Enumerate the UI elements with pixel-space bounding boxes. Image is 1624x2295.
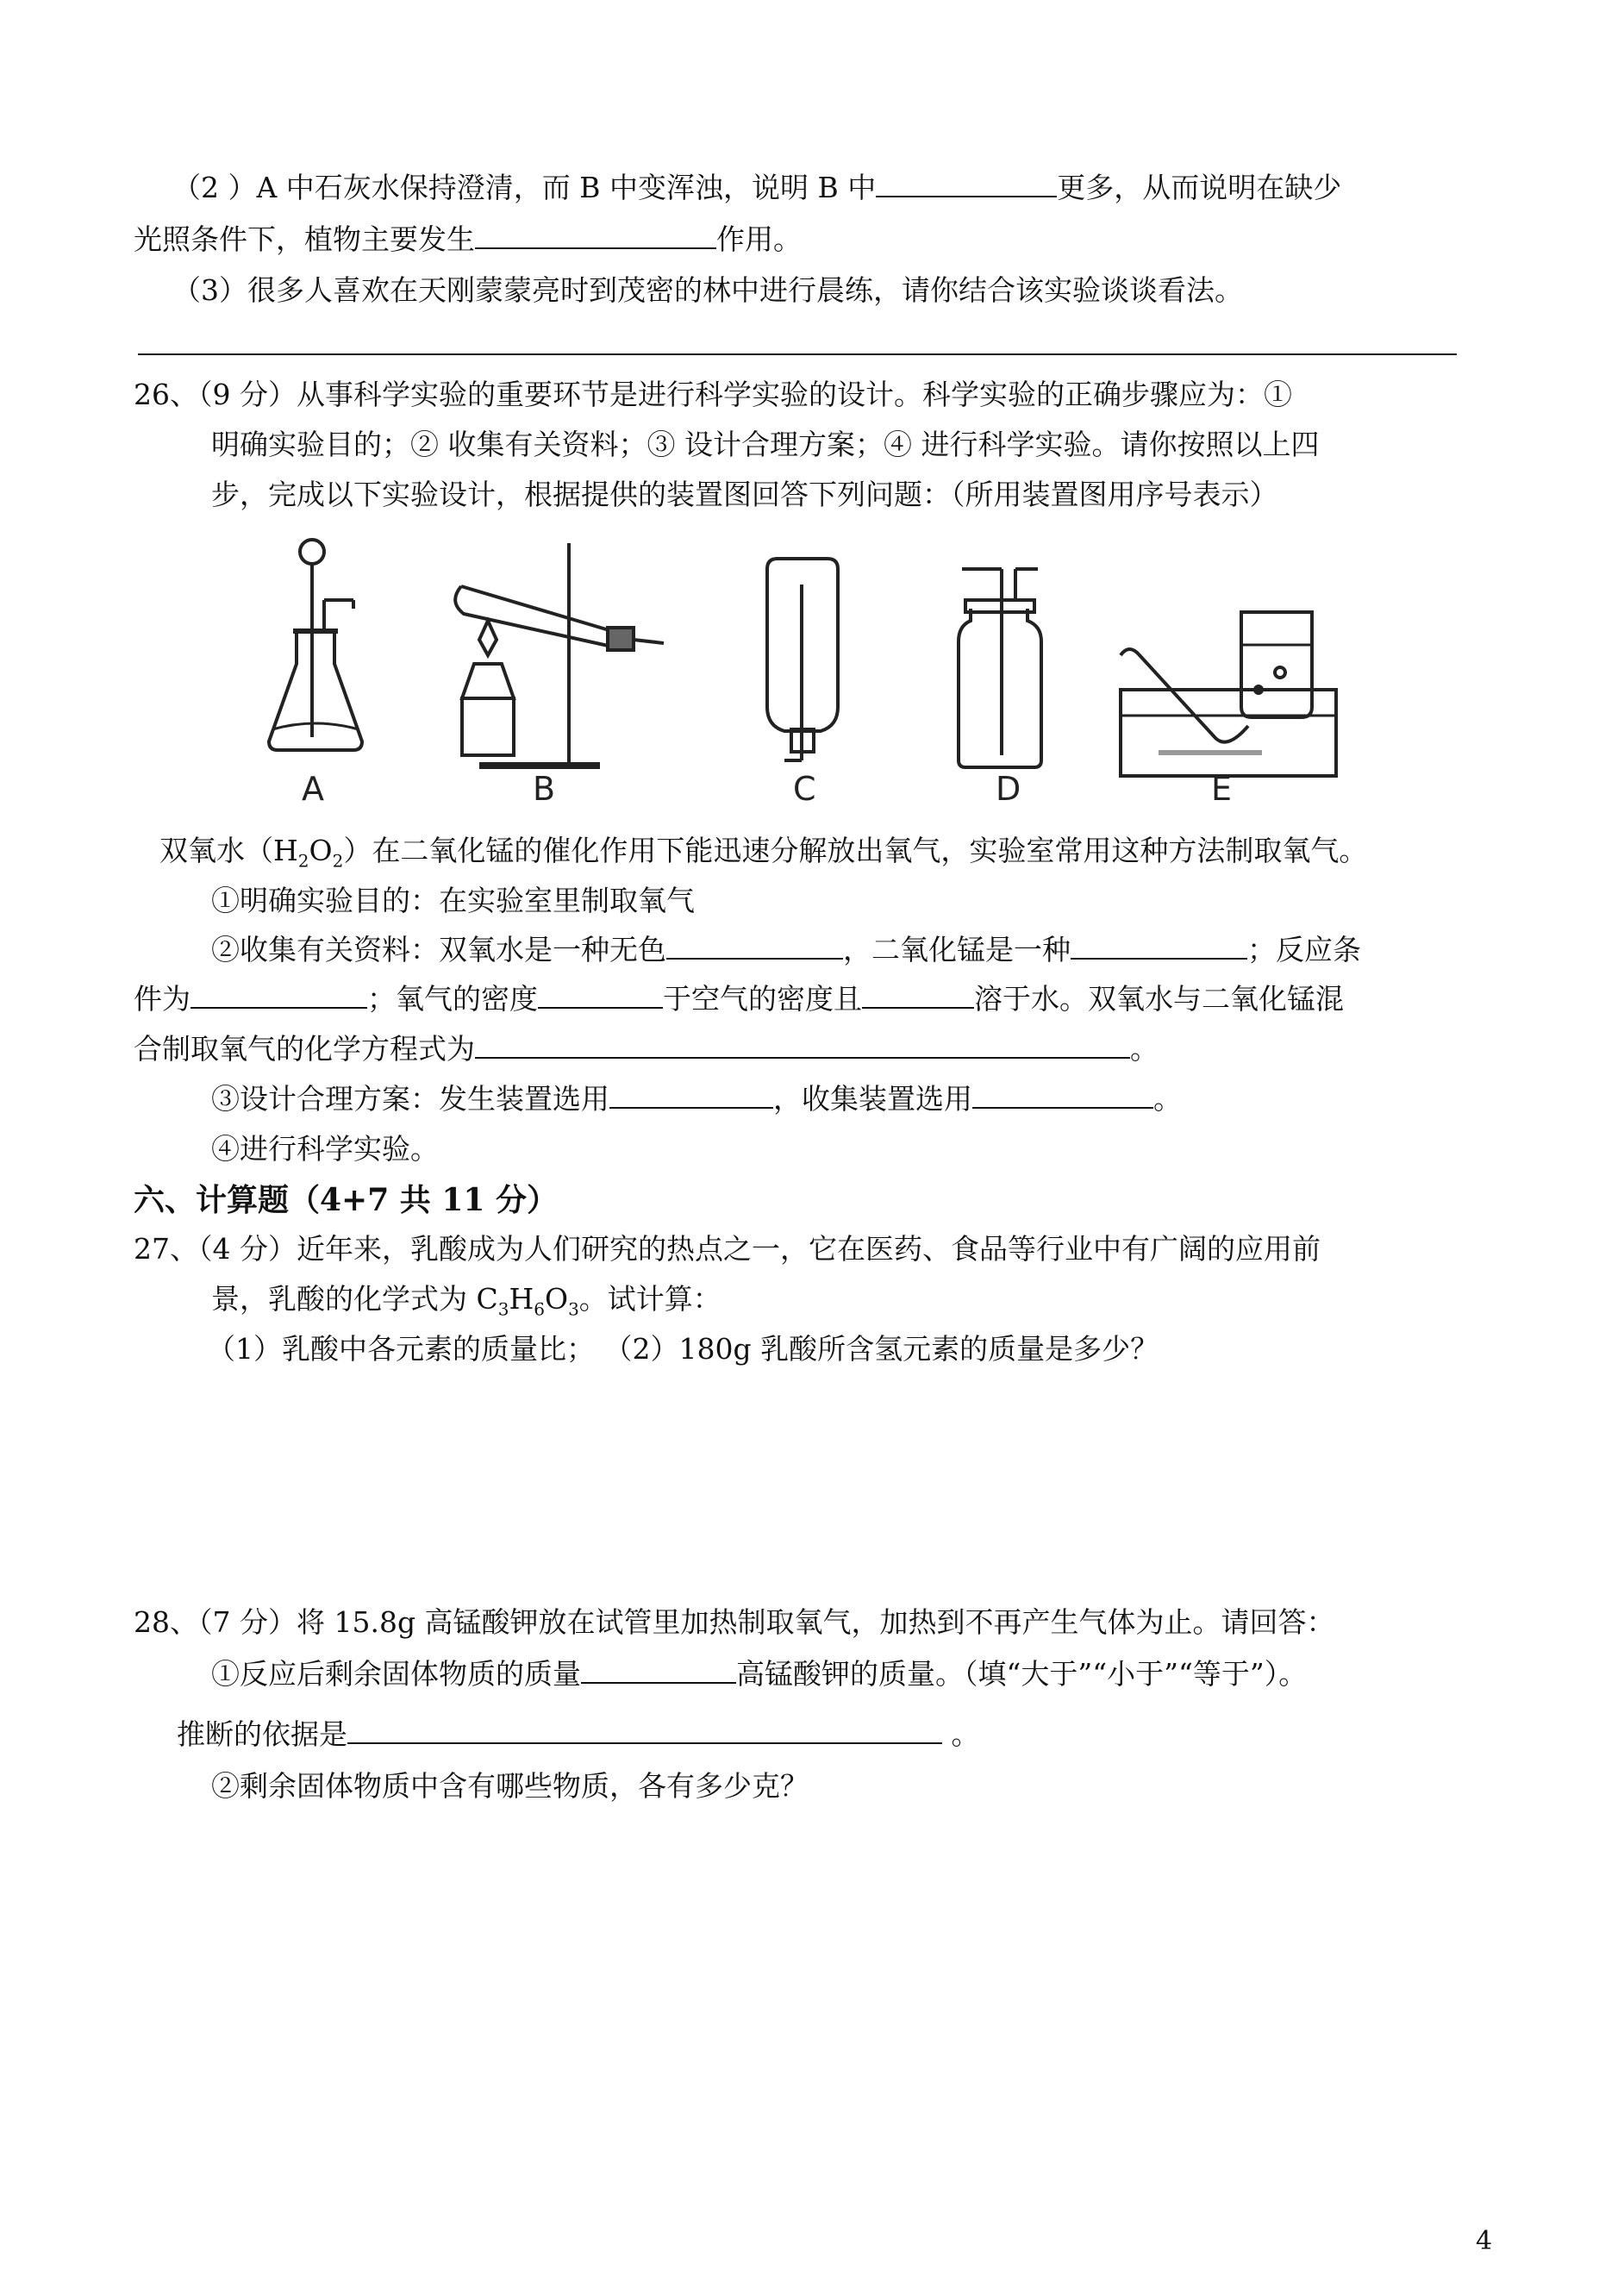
apparatus-c-inverted-bottle xyxy=(767,559,838,760)
answer-blank[interactable] xyxy=(538,981,663,1009)
page-number: 4 xyxy=(1476,2226,1493,2256)
q26-intro-line1: 26、（9 分）从事科学实验的重要环节是进行科学实验的设计。科学实验的正确步骤应为：① xyxy=(134,378,1292,411)
answer-blank[interactable] xyxy=(581,1656,736,1684)
q27-line1: 27、（4 分）近年来，乳酸成为人们研究的热点之一，它在医药、食品等行业中有广阔的应用前 xyxy=(134,1232,1321,1266)
apparatus-figure xyxy=(259,535,1534,810)
label-a: A xyxy=(302,770,324,808)
answer-blank[interactable] xyxy=(666,932,843,960)
label-d: D xyxy=(996,770,1021,808)
apparatus-b-heating xyxy=(455,543,664,766)
q26-intro-line3: 步，完成以下实验设计，根据提供的装置图回答下列问题：（所用装置图用序号表示） xyxy=(211,478,1278,511)
q28-line1: 28、（7 分）将 15.8g 高锰酸钾放在试管里加热制取氧气，加热到不再产生气体为止。请回答： xyxy=(134,1605,1335,1639)
answer-blank[interactable] xyxy=(475,222,716,249)
q27-line3: （1）乳酸中各元素的质量比； （2）180g 乳酸所含氢元素的质量是多少？ xyxy=(207,1332,1159,1366)
q26-intro-line2: 明确实验目的；② 收集有关资料；③ 设计合理方案；④ 进行科学实验。请你按照以上四 xyxy=(211,428,1320,461)
label-b: B xyxy=(533,770,556,808)
apparatus-d-bottle xyxy=(959,569,1041,767)
answer-blank[interactable] xyxy=(972,1081,1153,1109)
answer-blank[interactable] xyxy=(609,1081,773,1109)
section-6-heading: 六、计算题（4+7 共 11 分） xyxy=(134,1182,558,1218)
q28-line2: ①反应后剩余固体物质的质量 高锰酸钾的质量。（填“大于”“小于”“等于”）。 xyxy=(211,1657,1308,1691)
q28-line4: ②剩余固体物质中含有哪些物质，各有多少克？ xyxy=(211,1769,809,1803)
h2o2-description: 双氧水$(H_2O_2)$在二氧化锰的催化作用下能迅速分解放出氧气，实验室常用这种方法制取氧气。 xyxy=(159,834,1368,872)
step-3: ③设计合理方案：发生装置选用 ，收集装置选用 。 xyxy=(211,1082,1182,1116)
step-4: ④进行科学实验。 xyxy=(211,1132,439,1166)
answer-blank[interactable] xyxy=(191,981,367,1009)
answer-blank[interactable] xyxy=(1071,932,1247,960)
step-2-line2: 件为 ；氧气的密度 于空气的密度且 溶于水。双氧水与二氧化锰混 xyxy=(134,982,1344,1016)
equation-blank[interactable] xyxy=(475,1031,1130,1059)
q28-line3: 推断的依据是 。 xyxy=(177,1717,980,1751)
label-e: E xyxy=(1211,770,1233,808)
step-2-line3: 合制取氧气的化学方程式为 。 xyxy=(134,1032,1159,1066)
q25-part3: （3）很多人喜欢在天刚蒙蒙亮时到茂密的林中进行晨练，请你结合该实验谈谈看法。 xyxy=(172,273,1243,307)
answer-blank[interactable] xyxy=(876,170,1057,197)
step-2-line1: ②收集有关资料：双氧水是一种无色 ，二氧化锰是一种 ；反应条 xyxy=(211,933,1361,966)
label-c: C xyxy=(793,770,816,808)
apparatus-a-flask xyxy=(269,540,362,750)
answer-blank[interactable] xyxy=(347,1717,942,1744)
q25-part2-line1: （2 ）A 中石灰水保持澄清，而 B 中变浑浊，说明 B 中 更多，从而说明在缺少 xyxy=(172,171,1342,204)
answer-blank[interactable] xyxy=(862,981,974,1009)
apparatus-e-water-trough xyxy=(1121,612,1336,776)
step-1: ①明确实验目的：在实验室里制取氧气 xyxy=(211,884,695,917)
answer-line[interactable] xyxy=(138,353,1457,355)
q25-part2-line2: 光照条件下，植物主要发生 作用。 xyxy=(134,222,802,256)
q27-line2: 景，乳酸的化学式为 $C_3H_6O_3$。试计算： xyxy=(211,1282,721,1320)
